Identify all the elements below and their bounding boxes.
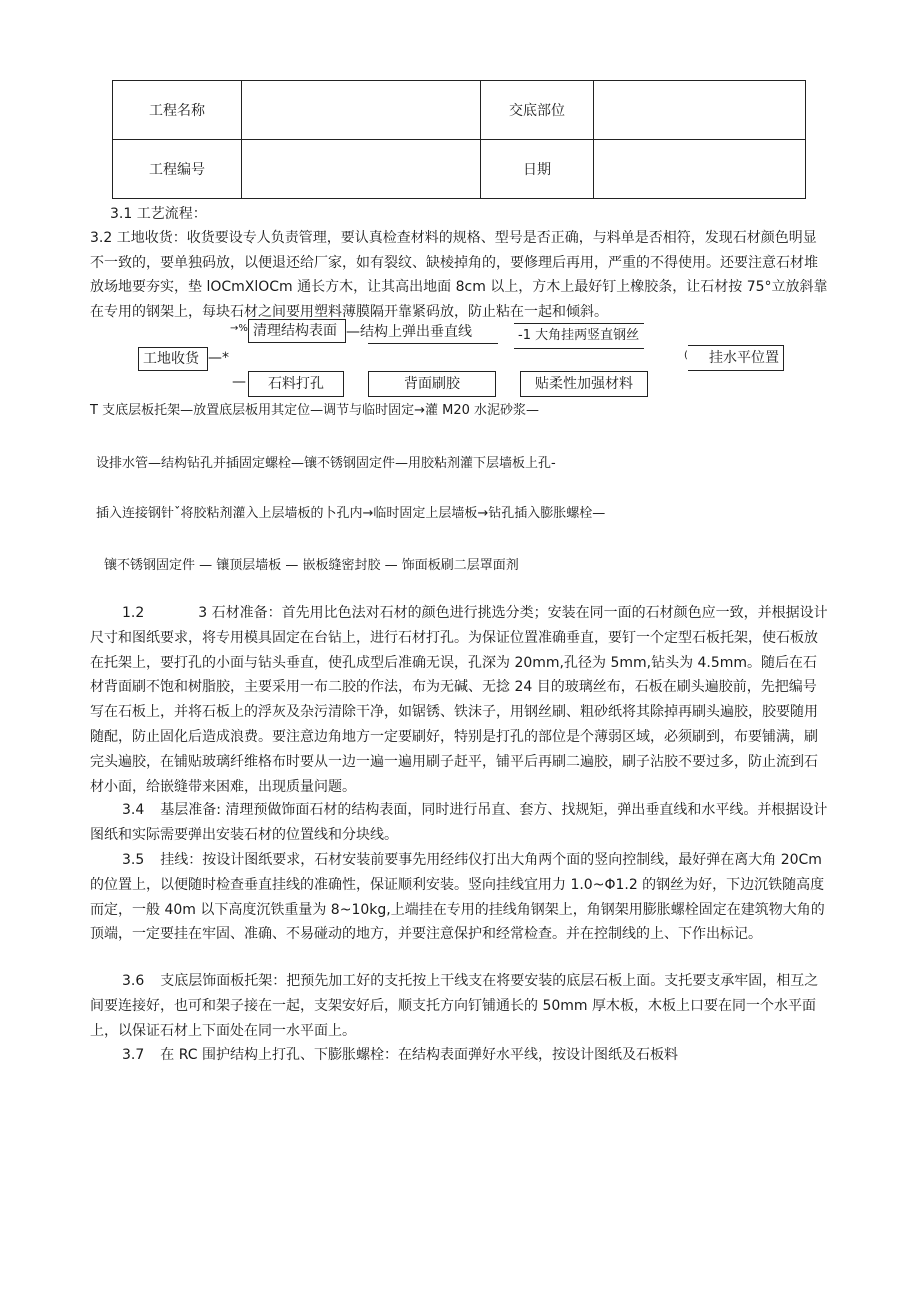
- flow-box-site-receipt: 工地收货: [138, 347, 208, 371]
- flow-box-back-glue: 背面刷胶: [368, 371, 496, 397]
- section-text: 在 RC 围护结构上打孔、下膨胀螺栓：在结构表面弹好水平线，按设计图纸及石板料: [160, 1047, 678, 1063]
- flow-line-1: T 支底层板托架—放置底层板用其定位—调节与临时固定→灌 M20 水泥砂浆—: [90, 403, 539, 418]
- section-text: 3 石材准备：首先用比色法对石材的颜色进行挑选分类；安装在同一面的石材颜色应一致，并根据设计尺寸和图纸要求，将专用模具固定在台钻上，进行石材打孔。为保证位置准确垂直，要钉一个定型石板托架，使石板放在托架上，要打孔的小面与钻头垂直，使孔成型后准确无误，孔深为 20mm,孔径为 5mm,钻头为 4.5mm。随后在石材背面刷不饱和树脂胶，主要采用一布二胶的作法，布为无碱、无捻 24 目的玻璃丝布，石板在刷头遍胶前，先把编号写在石板上，并将石板上的浮灰及杂污清除干净，如锯锈、铁沫子，用钢丝刷、粗砂纸将其除掉再刷头遍胶，胶要随用随配，防止固化后造成浪费。要注意边角地方一定要刷好，特别是打孔的部位是个薄弱区域，必须刷到，布要铺满，刷完头遍胶，在铺贴玻璃纤维格布时要从一边一遍一遍用刷子赶平，铺平后再刷二遍胶，刷子沾胶不要过多，防止流到石材小面，给嵌缝带来困难，出现质量问题。: [90, 605, 828, 795]
- project-name-value[interactable]: [242, 81, 481, 140]
- section-text: 基层准备: 清理预做饰面石材的结构表面，同时进行吊直、套方、找规矩，弹出垂直线和水平线。并根据设计图纸和实际需要弹出安装石材的位置线和分块线。: [90, 802, 828, 843]
- header-table: [112, 80, 806, 199]
- section-3-6: [90, 969, 830, 1043]
- box-top-line: [514, 323, 644, 324]
- section-number: 3.5: [122, 852, 145, 868]
- section-3-4: [90, 798, 830, 848]
- row2-prefix: —: [232, 374, 246, 390]
- project-no-label: 工程编号: [113, 140, 242, 199]
- section-number: 3.7: [122, 1047, 145, 1063]
- end-bracket: (: [684, 350, 688, 361]
- flow-box-horizontal-position: 挂水平位置: [688, 345, 784, 371]
- date-value[interactable]: [594, 140, 806, 199]
- row1-prefix: →%: [230, 323, 248, 334]
- handover-part-value[interactable]: [594, 81, 806, 140]
- flow-box-drill-stone: 石料打孔: [248, 371, 344, 397]
- section-3-1-heading: 3.1 工艺流程：: [110, 206, 207, 222]
- table-row: [113, 81, 806, 140]
- section-3-5: [90, 848, 830, 947]
- section-3-2-paragraph: 3.2 工地收货：收货要设专人负责管理，要认真检查材料的规格、型号是否正确，与料单是否相符，发现石材颜色明显不一致的，要单独码放，以便退还给厂家，如有裂纹、缺棱掉角的，要修理后再用，严重的不得使用。还要注意石材堆放场地要夯实，垫 lOCmXlOCm 通长方木，让其高出地面 8cm 以上，方木上最好钉上橡胶条，让石材按 75°立放斜靠在专用的钢架上，每块石材之间要用塑料薄膜隔开靠紧码放，防止粘在一起和倾斜。: [90, 230, 828, 320]
- flow-line-3: 插入连接钢针ˇ将胶粘剂灌入上层墙板的卜孔内→临时固定上层墙板→钻孔插入膨胀螺栓—: [96, 506, 606, 521]
- flow-box-clean-surface: 清理结构表面: [248, 319, 346, 343]
- section-number: 1.2: [122, 605, 145, 621]
- date-label: 日期: [481, 140, 594, 199]
- flow-box-flexible-reinforcement: 贴柔性加强材料: [520, 371, 648, 397]
- start-arrow: —*: [208, 350, 229, 366]
- table-row: [113, 140, 806, 199]
- row1-underline: [368, 343, 498, 344]
- flow-line-4: 镶不锈钢固定件 — 镶顶层墙板 — 嵌板缝密封胶 — 饰面板刷二层罩面剂: [104, 558, 519, 573]
- flow-line-2: 设排水管—结构钻孔并插固定螺栓—镶不锈钢固定件—用胶粘剂灌下层墙板上孔-: [96, 456, 556, 471]
- section-number: 3.4: [122, 802, 145, 818]
- section-1-2: [90, 601, 830, 799]
- flow-box-steel-wire: -1 大角挂两竖直钢丝: [514, 325, 644, 349]
- project-name-label: 工程名称: [113, 81, 242, 140]
- section-3-7: [90, 1043, 830, 1068]
- section-text: 挂线：按设计图纸要求，石材安装前要事先用经纬仪打出大角两个面的竖向控制线，最好弹在离大角 20Cm 的位置上，以便随时检查垂直挂线的准确性，保证顺利安装。竖向挂线宜用力 1.0~Φ1.2 的钢丝为好，下边沉铁随高度而定，一般 40m 以下高度沉铁重量为 8~10kg,上端挂在专用的挂线角钢架上，角钢架用膨胀螺栓固定在建筑物大角的顶端，一定要挂在牢固、准确、不易碰动的地方，并要注意保护和经常检查。并在控制线的上、下作出标记。: [90, 852, 825, 943]
- project-no-value[interactable]: [242, 140, 481, 199]
- handover-part-label: 交底部位: [481, 81, 594, 140]
- section-number: 3.6: [122, 973, 145, 989]
- section-text: 支底层饰面板托架：把预先加工好的支托按上干线支在将要安装的底层石板上面。支托要支承牢固，相互之间要连接好，也可和架子接在一起，支架安好后，顺支托方向钉铺通长的 50mm 厚木板，木板上口要在同一个水平面上，以保证石材上下面处在同一水平面上。: [90, 973, 819, 1039]
- row1-text: —结构上弹出垂直线: [346, 324, 472, 340]
